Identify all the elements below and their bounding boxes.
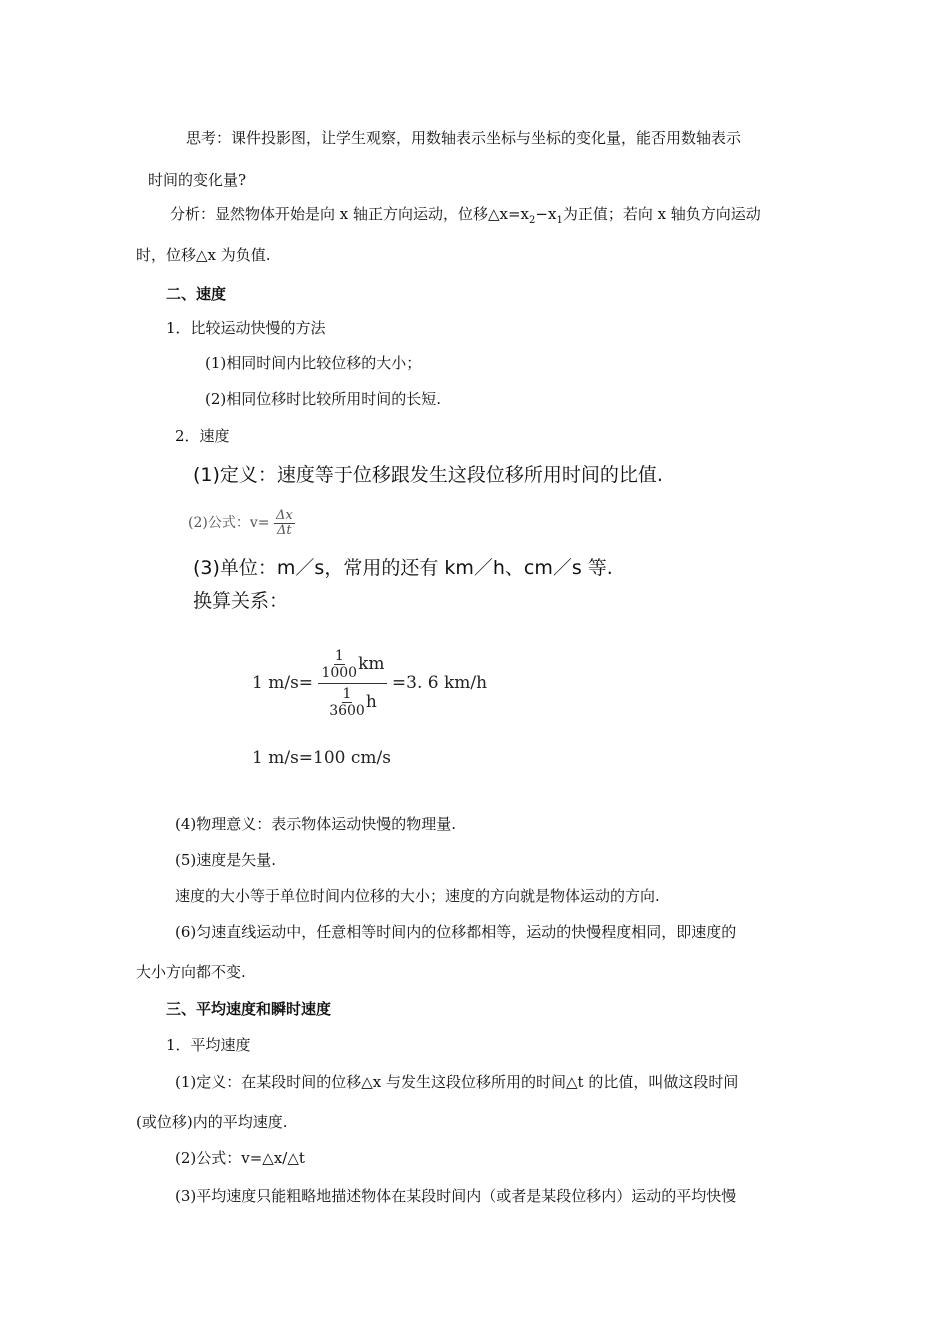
conversion-1-lhs: 1 m/s=: [252, 673, 314, 693]
km-fraction-den: 1000: [321, 665, 358, 681]
analysis-text-b: 为正值；若向 x 轴负方向运动: [562, 205, 761, 223]
section-2-item-1a: (1)相同时间内比较位移的大小；: [205, 354, 422, 372]
h-fraction-den: 3600: [329, 703, 365, 719]
section-2-item-2: 2．速度: [175, 427, 230, 445]
velocity-vector-desc: 速度的大小等于单位时间内位移的大小；速度的方向就是物体运动的方向.: [175, 887, 660, 905]
velocity-vector: (5)速度是矢量.: [175, 851, 277, 869]
velocity-formula-prefix: (2)公式：v=: [188, 515, 270, 531]
average-velocity-formula: (2)公式：v=△x/△t: [175, 1149, 305, 1167]
analysis-text-a: 分析：显然物体开始是向 x 轴正方向运动，位移△x=x: [170, 205, 530, 223]
subscript-2: 2: [529, 215, 536, 226]
average-velocity-def-2: (或位移)内的平均速度.: [136, 1113, 288, 1131]
h-unit: h: [365, 692, 377, 712]
analysis-line-1: [170, 204, 761, 231]
velocity-unit: (3)单位：m／s，常用的还有 km／h、cm／s 等.: [193, 557, 613, 579]
h-fraction-num: 1: [342, 686, 352, 702]
uniform-motion-line-2: 大小方向都不变.: [136, 963, 246, 981]
km-fraction-num: 1: [334, 648, 344, 664]
velocity-formula: [188, 508, 295, 538]
fraction-denominator: Δt: [276, 522, 292, 538]
big-fraction-numerator: [318, 648, 386, 684]
uniform-motion-line-1: (6)匀速直线运动中，任意相等时间内的位移都相等，运动的快慢程度相同，即速度的: [175, 923, 737, 941]
conversion-title: 换算关系：: [193, 590, 289, 612]
h-fraction: [328, 686, 366, 719]
analysis-line-2: 时，位移△x 为负值.: [136, 246, 271, 264]
section-2-item-1b: (2)相同位移时比较所用时间的长短.: [205, 390, 442, 408]
average-velocity-note: (3)平均速度只能粗略地描述物体在某段时间内（或者是某段位移内）运动的平均快慢: [175, 1187, 737, 1205]
conversion-formula-2: 1 m/s=100 cm/s: [252, 748, 391, 768]
velocity-meaning: (4)物理意义：表示物体运动快慢的物理量.: [175, 815, 457, 833]
big-fraction-denominator: [326, 684, 379, 719]
think-line-1: 思考：课件投影图，让学生观察，用数轴表示坐标与坐标的变化量，能否用数轴表示: [186, 129, 742, 147]
conversion-formula-1: [252, 648, 487, 719]
velocity-fraction: [274, 509, 295, 538]
conversion-big-fraction: [318, 648, 386, 719]
average-velocity-def-1: (1)定义：在某段时间的位移△x 与发生这段位移所用的时间△t 的比值，叫做这段时间: [175, 1073, 739, 1091]
fraction-numerator: Δx: [275, 507, 293, 523]
section-3-item-1: 1．平均速度: [166, 1036, 251, 1054]
think-line-2: 时间的变化量?: [148, 171, 247, 189]
km-unit: km: [358, 654, 385, 674]
section-2-heading: 二、速度: [166, 285, 227, 303]
subscript-1: 1: [556, 215, 563, 226]
km-fraction: [320, 648, 358, 681]
section-3-heading: 三、平均速度和瞬时速度: [166, 1000, 332, 1018]
velocity-definition: (1)定义：速度等于位移跟发生这段位移所用时间的比值.: [193, 464, 663, 486]
conversion-1-rhs: =3. 6 km/h: [391, 673, 488, 693]
analysis-minus: −x: [535, 205, 557, 223]
section-2-item-1: 1．比较运动快慢的方法: [166, 319, 326, 337]
